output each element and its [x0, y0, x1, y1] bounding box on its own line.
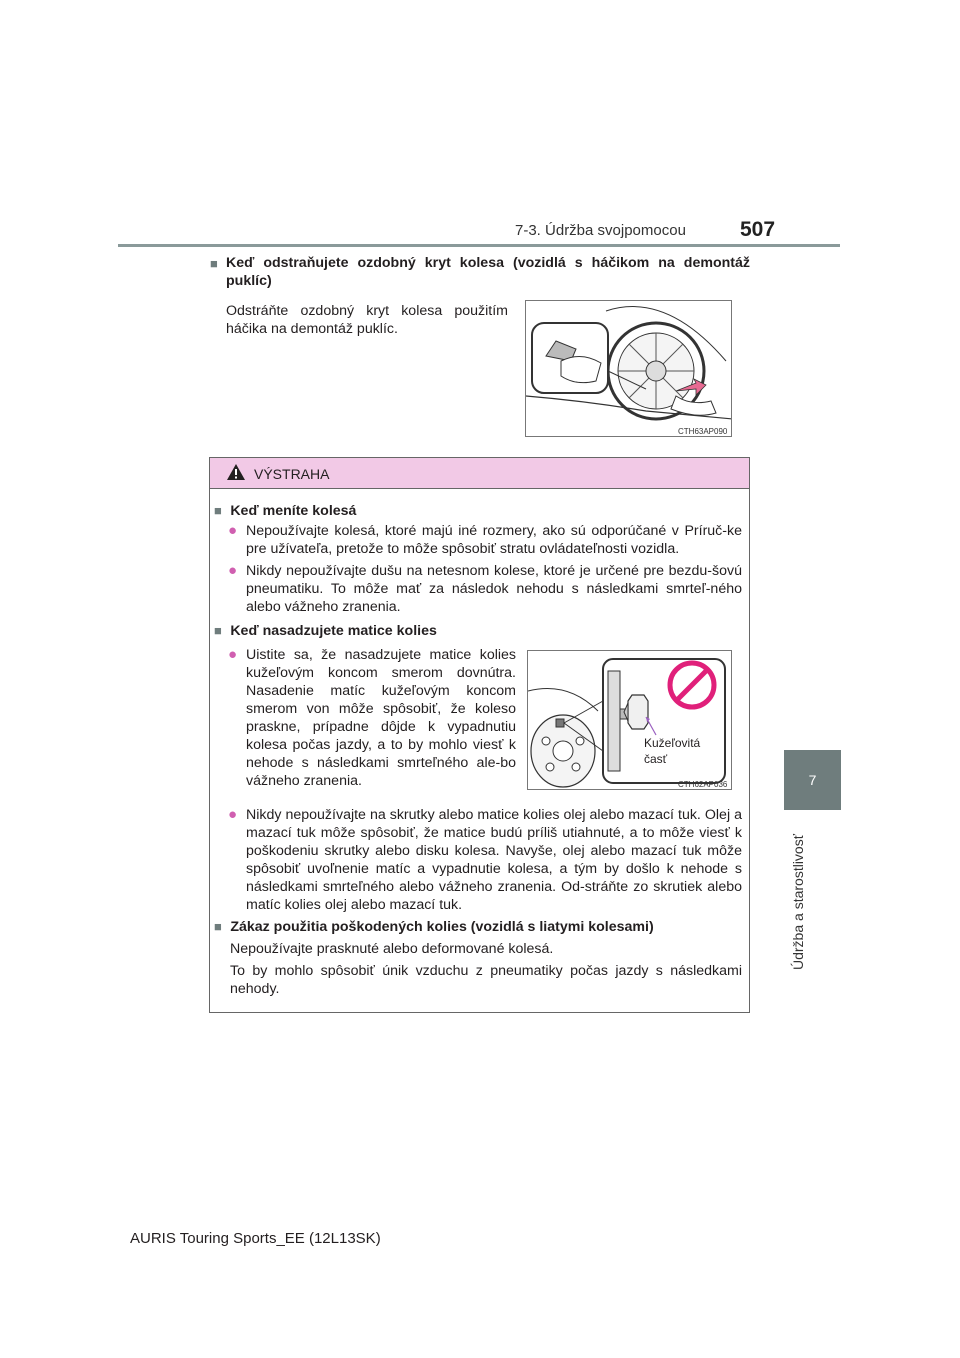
tapered-part-label	[644, 735, 700, 767]
header-rule	[118, 244, 840, 247]
round-bullet-icon: ●	[228, 646, 238, 663]
section-lug-nuts	[214, 622, 437, 640]
lug-nut-illustration	[528, 651, 732, 790]
square-bullet-icon: ■	[214, 503, 222, 518]
section-change-wheels	[214, 502, 356, 520]
hubcap-removal-illustration	[526, 301, 732, 437]
tapered-part-label-line1: Kužeľovitá	[644, 736, 701, 750]
square-bullet-icon: ■	[210, 256, 218, 271]
section-heading: Keď nasadzujete matice kolies	[230, 623, 437, 639]
hubcap-removal-figure	[525, 300, 732, 437]
round-bullet-icon: ●	[228, 522, 238, 539]
damaged-wheels-text2: To by mohlo spôsobiť únik vzduchu z pneumatiky počas jazdy s následkami nehody.	[230, 963, 742, 997]
lug-nut-figure	[527, 650, 732, 790]
intro-text: Odstráňte ozdobný kryt kolesa použitím háčika na demontáž puklíc.	[226, 303, 508, 337]
round-bullet-icon: ●	[228, 806, 238, 823]
figure-code: CTH62AP036	[678, 780, 728, 789]
bullet-text: Nepoužívajte kolesá, ktoré majú iné rozmery, ako sú odporúčané v Príruč-ke pre užívateľa, pretože to môže spôsobiť stratu ovládateľnosti vozidla.	[246, 523, 742, 557]
bullet-text: Nikdy nepoužívajte dušu na netesnom kolese, ktoré je určené pre bezdu-šovú pneumatiku. To môže mať za následok nehodu s následkami smrteľ-ného alebo vážneho zranenia.	[246, 563, 742, 615]
figure-code: CTH63AP090	[678, 427, 728, 436]
chapter-tab: 7	[784, 750, 841, 810]
square-bullet-icon: ■	[214, 623, 222, 638]
page-number: 507	[740, 218, 776, 241]
section-damaged-wheels	[214, 918, 654, 936]
warning-title: VÝSTRAHA	[254, 466, 330, 482]
round-bullet-icon: ●	[228, 562, 238, 579]
square-bullet-icon: ■	[214, 919, 222, 934]
damaged-wheels-text1: Nepoužívajte prasknuté alebo deformované kolesá.	[230, 941, 554, 957]
chapter-label-text: Údržba a starostlivosť	[790, 834, 806, 970]
footer-model: AURIS Touring Sports_EE (12L13SK)	[130, 1230, 381, 1247]
bullet-text: Uistite sa, že nasadzujete matice kolies kužeľovým koncom smerom dovnútra. Nasadenie matíc kužeľovým koncom smerom von môže spôsobiť, že koleso praskne, prípadne dôjde k vypadnutiu kolesa počas jazdy, a to by mohlo viesť k nehode s následkami smrteľného ale-bo vážneho zranenia.	[246, 647, 516, 789]
section-heading: Keď meníte kolesá	[230, 503, 357, 519]
intro-heading: Keď odstraňujete ozdobný kryt kolesa (vozidlá s háčikom na demontáž puklíc)	[226, 255, 750, 289]
chapter-label	[790, 820, 810, 970]
section-title: 7-3. Údržba svojpomocou	[515, 222, 686, 239]
tapered-part-label-line2: časť	[644, 752, 668, 766]
section-heading: Zákaz použitia poškodených kolies (vozidlá s liatymi kolesami)	[230, 919, 654, 935]
bullet-text: Nikdy nepoužívajte na skrutky alebo matice kolies olej alebo mazací tuk. Olej a mazací tuk môže spôsobiť, že matice budú príliš utiahnuté, a to môže viesť k poškodeniu skrutky alebo disku kolesa. Navyše, olej alebo mazací tuk môže spôsobiť uvoľnenie matíc a vypadnutie kolesa, a tým by došlo k nehode s následkami smrteľného alebo vážneho zranenia. Od-stráňte zo skrutiek alebo matíc kolies olej alebo mazací tuk.	[246, 807, 742, 913]
warning-triangle-icon	[226, 463, 246, 481]
